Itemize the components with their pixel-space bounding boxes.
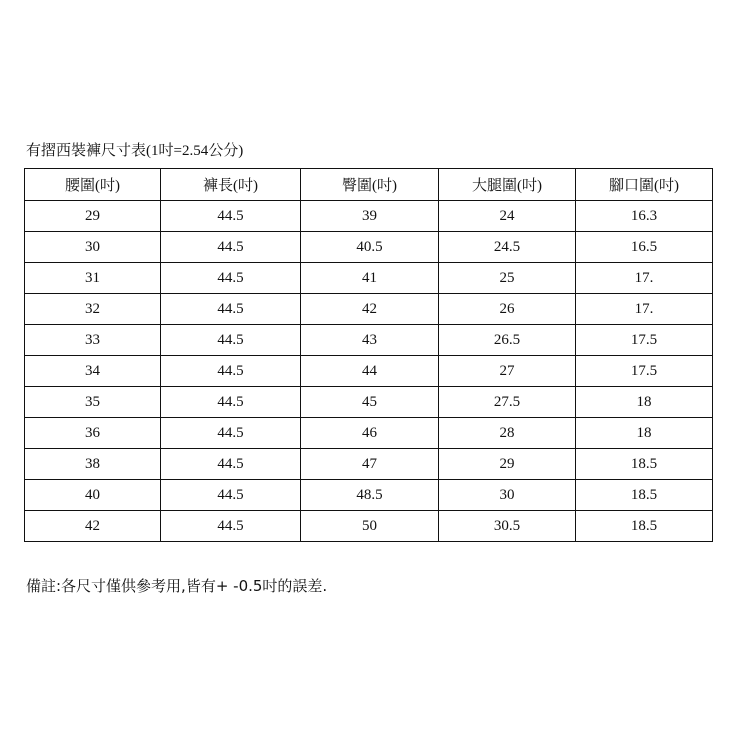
- header-thigh: 大腿圍(吋): [439, 169, 576, 201]
- cell-length: 44.5: [161, 418, 301, 449]
- cell-hem: 16.3: [576, 201, 713, 232]
- cell-length: 44.5: [161, 263, 301, 294]
- cell-waist: 29: [25, 201, 161, 232]
- cell-length: 44.5: [161, 480, 301, 511]
- cell-thigh: 29: [439, 449, 576, 480]
- cell-thigh: 28: [439, 418, 576, 449]
- cell-thigh: 26: [439, 294, 576, 325]
- cell-length: 44.5: [161, 294, 301, 325]
- table-row: [25, 356, 713, 387]
- cell-hip: 42: [301, 294, 439, 325]
- header-hip: 臀圍(吋): [301, 169, 439, 201]
- cell-thigh: 30.5: [439, 511, 576, 542]
- cell-thigh: 26.5: [439, 325, 576, 356]
- table-row: [25, 387, 713, 418]
- header-waist: 腰圍(吋): [25, 169, 161, 201]
- cell-waist: 36: [25, 418, 161, 449]
- cell-thigh: 24.5: [439, 232, 576, 263]
- cell-hem: 17.: [576, 294, 713, 325]
- table-row: [25, 325, 713, 356]
- header-length: 褲長(吋): [161, 169, 301, 201]
- table-row: [25, 418, 713, 449]
- footnote: 備註:各尺寸僅供參考用,皆有+ -0.5吋的誤差.: [26, 577, 328, 595]
- cell-thigh: 24: [439, 201, 576, 232]
- cell-length: 44.5: [161, 325, 301, 356]
- cell-length: 44.5: [161, 201, 301, 232]
- cell-hem: 17.: [576, 263, 713, 294]
- cell-hip: 44: [301, 356, 439, 387]
- table-row: [25, 449, 713, 480]
- cell-thigh: 27.5: [439, 387, 576, 418]
- cell-waist: 33: [25, 325, 161, 356]
- table-row: [25, 480, 713, 511]
- cell-hip: 50: [301, 511, 439, 542]
- cell-hem: 16.5: [576, 232, 713, 263]
- header-hem: 腳口圍(吋): [576, 169, 713, 201]
- table-row: [25, 263, 713, 294]
- cell-waist: 38: [25, 449, 161, 480]
- cell-hem: 18: [576, 387, 713, 418]
- cell-thigh: 27: [439, 356, 576, 387]
- cell-thigh: 25: [439, 263, 576, 294]
- cell-hem: 18: [576, 418, 713, 449]
- cell-thigh: 30: [439, 480, 576, 511]
- cell-waist: 31: [25, 263, 161, 294]
- cell-length: 44.5: [161, 232, 301, 263]
- cell-hip: 48.5: [301, 480, 439, 511]
- table-row: [25, 232, 713, 263]
- table-row: [25, 511, 713, 542]
- cell-length: 44.5: [161, 356, 301, 387]
- cell-length: 44.5: [161, 511, 301, 542]
- cell-hip: 39: [301, 201, 439, 232]
- cell-hem: 17.5: [576, 325, 713, 356]
- cell-hip: 45: [301, 387, 439, 418]
- table-row: [25, 201, 713, 232]
- cell-hip: 46: [301, 418, 439, 449]
- cell-hem: 18.5: [576, 480, 713, 511]
- cell-hip: 41: [301, 263, 439, 294]
- cell-waist: 32: [25, 294, 161, 325]
- cell-waist: 30: [25, 232, 161, 263]
- table-body: [25, 201, 713, 542]
- cell-hip: 47: [301, 449, 439, 480]
- cell-length: 44.5: [161, 387, 301, 418]
- cell-waist: 42: [25, 511, 161, 542]
- cell-waist: 34: [25, 356, 161, 387]
- cell-waist: 35: [25, 387, 161, 418]
- table-caption: 有摺西裝褲尺寸表(1吋=2.54公分): [26, 143, 244, 159]
- cell-hip: 43: [301, 325, 439, 356]
- table-row: [25, 294, 713, 325]
- size-chart-table: [24, 168, 713, 542]
- cell-length: 44.5: [161, 449, 301, 480]
- cell-hem: 18.5: [576, 449, 713, 480]
- table-header-row: [25, 169, 713, 201]
- cell-waist: 40: [25, 480, 161, 511]
- cell-hip: 40.5: [301, 232, 439, 263]
- cell-hem: 18.5: [576, 511, 713, 542]
- cell-hem: 17.5: [576, 356, 713, 387]
